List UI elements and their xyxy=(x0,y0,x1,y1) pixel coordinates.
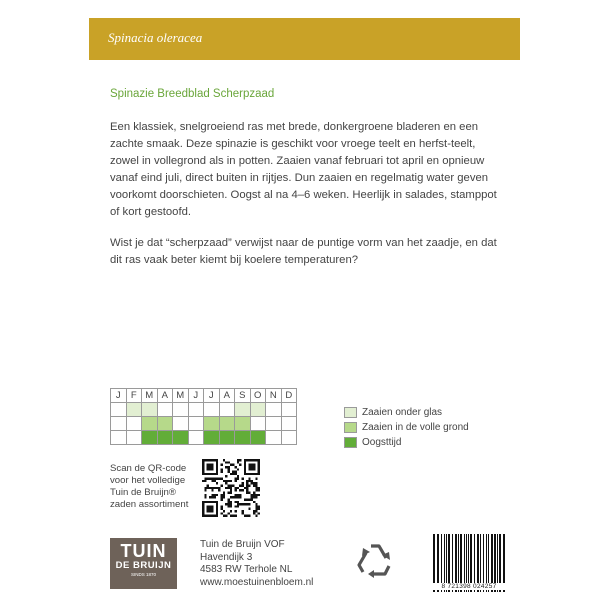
calendar-cell xyxy=(157,431,173,445)
company-line: Tuin de Bruijn VOF xyxy=(200,539,285,550)
calendar-cell xyxy=(173,417,189,431)
latin-name: Spinacia oleracea xyxy=(108,30,203,45)
calendar-cell xyxy=(142,417,158,431)
calendar-cell xyxy=(157,403,173,417)
legend-label: Zaaien in de volle grond xyxy=(362,422,469,433)
seed-packet-back xyxy=(89,0,520,608)
legend-swatch-glas xyxy=(344,407,357,418)
calendar-row-grond xyxy=(111,417,297,431)
month-label: J xyxy=(204,389,220,403)
calendar-cell xyxy=(111,403,127,417)
calendar-cell xyxy=(266,417,282,431)
calendar-cell xyxy=(142,403,158,417)
calendar-cell xyxy=(219,403,235,417)
qr-caption xyxy=(110,463,188,511)
calendar-row-oogst xyxy=(111,431,297,445)
legend-item xyxy=(344,436,469,449)
calendar-month-row xyxy=(111,389,297,403)
calendar-cell xyxy=(126,403,142,417)
qr-caption-line: Tuin de Bruijn® xyxy=(110,487,176,498)
calendar-legend xyxy=(344,406,469,451)
calendar-cell xyxy=(250,417,266,431)
calendar-row-glas xyxy=(111,403,297,417)
qr-caption-line: zaden assortiment xyxy=(110,499,189,510)
calendar-cell xyxy=(219,417,235,431)
month-label: M xyxy=(173,389,189,403)
recycle-icon xyxy=(351,536,401,586)
month-label: O xyxy=(250,389,266,403)
calendar-cell xyxy=(188,431,204,445)
calendar-cell xyxy=(266,403,282,417)
qr-caption-line: voor het volledige xyxy=(110,475,186,486)
description-paragraph: Een klassiek, snelgroeiend ras met brede, donkergroene bladeren en een zachte smaak. Deze spinazie is geschikt voor vroege teelt en herfst-teelt, zowel in vollegrond als in potten. Zaaien vanaf februari tot april en opnieuw vanaf eind juli, direct buiten in rijtjes. Dun zaaien en regelmatig water geven voorkomt doorschieten. Oogst al na 4–6 weken. Heerlijk in salades, stamppot of kort gestoofd. xyxy=(110,121,497,218)
company-line: 4583 RW Terhole NL xyxy=(200,564,293,575)
calendar-cell xyxy=(188,403,204,417)
month-label: D xyxy=(281,389,297,403)
brand-logo xyxy=(110,538,177,589)
description-paragraph: Wist je dat “scherpzaad” verwijst naar de puntige vorm van het zaadje, en dat dit ras vaak beter kiemt bij koelere temperaturen? xyxy=(110,237,497,266)
legend-item xyxy=(344,421,469,434)
logo-text: DE BRUIJN xyxy=(115,560,172,571)
calendar-cell xyxy=(111,431,127,445)
header-band xyxy=(89,18,520,60)
month-label: J xyxy=(111,389,127,403)
logo-text: TUIN xyxy=(120,541,167,561)
calendar-cell xyxy=(204,417,220,431)
company-address xyxy=(200,539,313,589)
calendar-cell xyxy=(173,403,189,417)
qr-code-icon[interactable] xyxy=(202,459,260,517)
calendar-cell xyxy=(126,417,142,431)
description xyxy=(110,119,505,283)
calendar-cell xyxy=(126,431,142,445)
legend-item xyxy=(344,406,469,419)
calendar-cell xyxy=(235,417,251,431)
month-label: F xyxy=(126,389,142,403)
month-label: A xyxy=(219,389,235,403)
calendar-cell xyxy=(235,403,251,417)
month-label: M xyxy=(142,389,158,403)
barcode-number: 8 721398 024257 xyxy=(431,583,507,590)
calendar-grid xyxy=(110,388,297,445)
logo-since: SINDS 1870 xyxy=(130,572,156,577)
calendar-cell xyxy=(219,431,235,445)
calendar-cell xyxy=(250,431,266,445)
calendar-cell xyxy=(250,403,266,417)
calendar-cell xyxy=(157,417,173,431)
month-label: S xyxy=(235,389,251,403)
calendar-cell xyxy=(188,417,204,431)
calendar-cell xyxy=(235,431,251,445)
calendar-cell xyxy=(266,431,282,445)
calendar-cell xyxy=(204,431,220,445)
calendar-cell xyxy=(204,403,220,417)
month-label: J xyxy=(188,389,204,403)
legend-swatch-grond xyxy=(344,422,357,433)
sowing-calendar xyxy=(110,388,297,445)
calendar-cell xyxy=(173,431,189,445)
calendar-cell xyxy=(281,431,297,445)
legend-label: Zaaien onder glas xyxy=(362,407,443,418)
variety-title: Spinazie Breedblad Scherpzaad xyxy=(110,88,275,100)
calendar-cell xyxy=(281,403,297,417)
month-label: A xyxy=(157,389,173,403)
month-label: N xyxy=(266,389,282,403)
company-website-link[interactable]: www.moestuinenbloem.nl xyxy=(200,576,314,588)
legend-swatch-oogst xyxy=(344,437,357,448)
legend-label: Oogsttijd xyxy=(362,437,402,448)
calendar-cell xyxy=(111,417,127,431)
qr-caption-line: Scan de QR-code xyxy=(110,463,187,474)
calendar-cell xyxy=(142,431,158,445)
company-line: Havendijk 3 xyxy=(200,551,253,563)
calendar-cell xyxy=(281,417,297,431)
